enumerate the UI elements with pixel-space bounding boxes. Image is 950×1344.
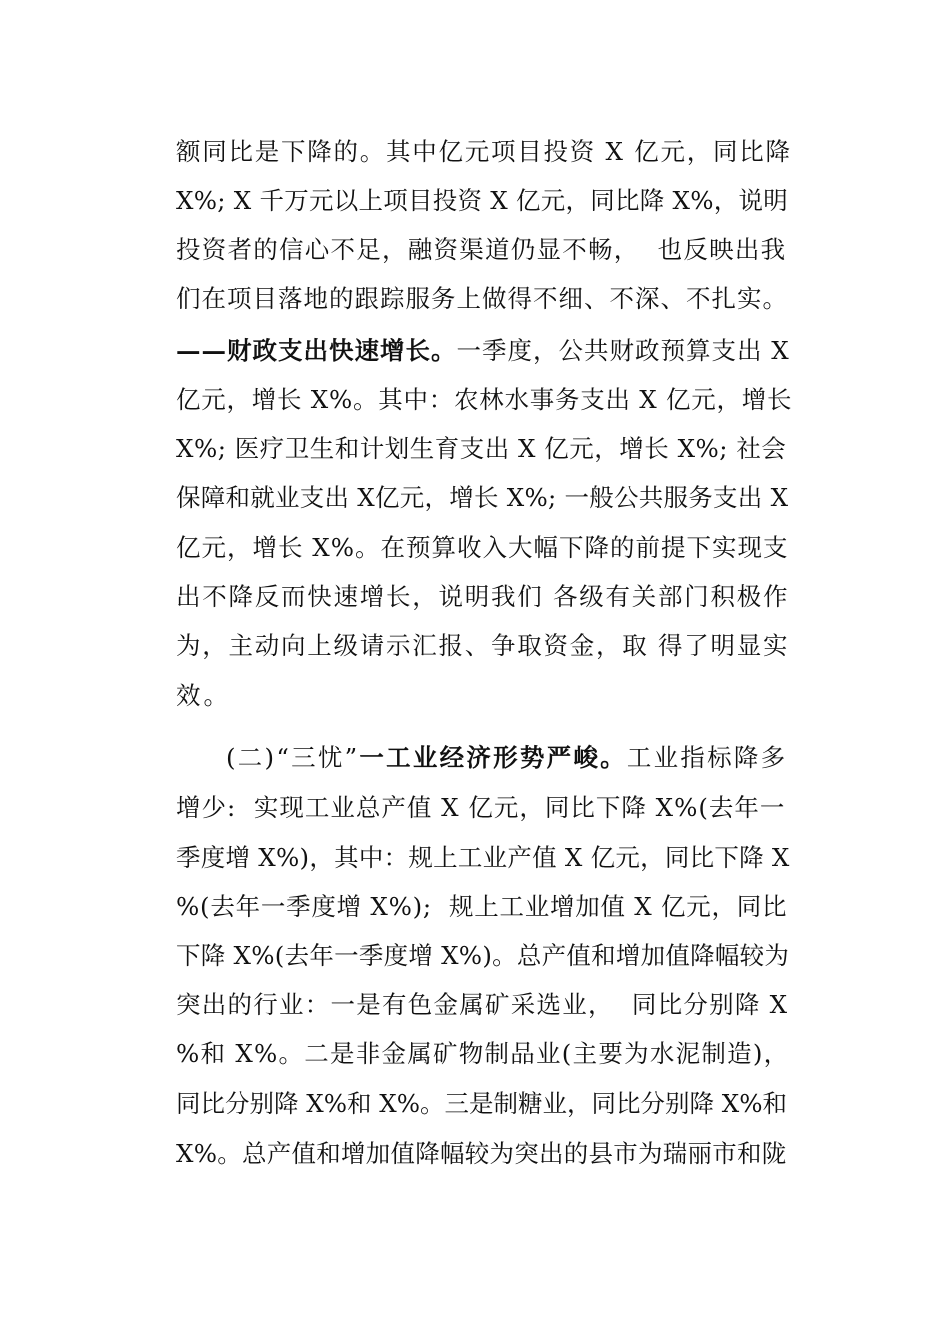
text-run: X%; 医疗卫生和计划生育支出 X 亿元，增长 X%; 社会 [176, 434, 787, 463]
text-run: 们在项目落地的跟踪服务上做得不细、不深、不扎实。 [176, 284, 788, 313]
text-line [176, 578, 789, 616]
text-run: X%。总产值和增加值降幅较为突出的县市为瑞丽市和陇 [176, 1139, 787, 1168]
text-line [176, 986, 788, 1024]
text-line [176, 133, 792, 171]
text-line [176, 677, 231, 715]
bold-heading: 一工业经济形势严峻。 [359, 743, 627, 772]
text-line [176, 231, 786, 269]
text-line [176, 627, 789, 665]
text-line [176, 789, 785, 827]
text-run: 同比分别降 X%和 X%。三是制糖业，同比分别降 X%和 [176, 1089, 788, 1118]
text-run: 保障和就业支出 X亿元，增长 X%; 一般公共服务支出 X [176, 483, 789, 512]
text-line [176, 937, 789, 975]
text-line [176, 332, 790, 370]
text-line [176, 1035, 789, 1073]
text-line [176, 1135, 786, 1173]
bold-heading: ——财政支出快速增长。 [176, 336, 457, 365]
text-run: %和 X%。二是非金属矿物制品业(主要为水泥制造)， [176, 1039, 790, 1068]
text-run: %(去年一季度增 X%); 规上工业增加值 X 亿元，同比 [176, 892, 788, 921]
text-run: 出不降反而快速增长，说明我们 各级有关部门积极作 [176, 582, 790, 611]
text-run: 额同比是下降的。其中亿元项目投资 X 亿元，同比降 [176, 137, 792, 166]
text-run: 亿元，增长 X%。在预算收入大幅下降的前提下实现支 [176, 533, 789, 562]
text-run: 一季度，公共财政预算支出 X [456, 336, 790, 365]
text-run: 亿元，增长 X%。其中：农林水事务支出 X 亿元，增长 [176, 385, 793, 414]
text-line [176, 1085, 787, 1123]
text-line [176, 479, 788, 517]
text-run: 季度增 X%)，其中：规上工业产值 X 亿元，同比下降 X [176, 843, 790, 872]
text-run: 投资者的信心不足，融资渠道仍显不畅， 也反映出我 [176, 235, 787, 264]
text-run: X%; X 千万元以上项目投资 X 亿元，同比降 X%，说明 [176, 186, 789, 215]
text-line [226, 739, 787, 777]
text-run: 下降 X%(去年一季度增 X%)。总产值和增加值降幅较为 [176, 941, 790, 970]
text-run: 突出的行业：一是有色金属矿采选业， 同比分别降 X [176, 990, 789, 1019]
text-run: 增少: 实现工业总产值 X 亿元，同比下降 X%(去年一 [176, 793, 786, 822]
text-run: 为，主动向上级请示汇报、争取资金，取 得了明显实 [176, 631, 790, 660]
text-run: (二)“三忧” [226, 743, 360, 772]
text-line [176, 839, 790, 877]
text-line [176, 280, 788, 318]
text-line [176, 888, 787, 926]
text-run: 效。 [176, 681, 231, 710]
text-run: 工业指标降多 [626, 743, 788, 772]
text-line [176, 529, 789, 567]
text-line [176, 430, 786, 468]
text-line [176, 381, 792, 419]
text-line [176, 182, 788, 220]
